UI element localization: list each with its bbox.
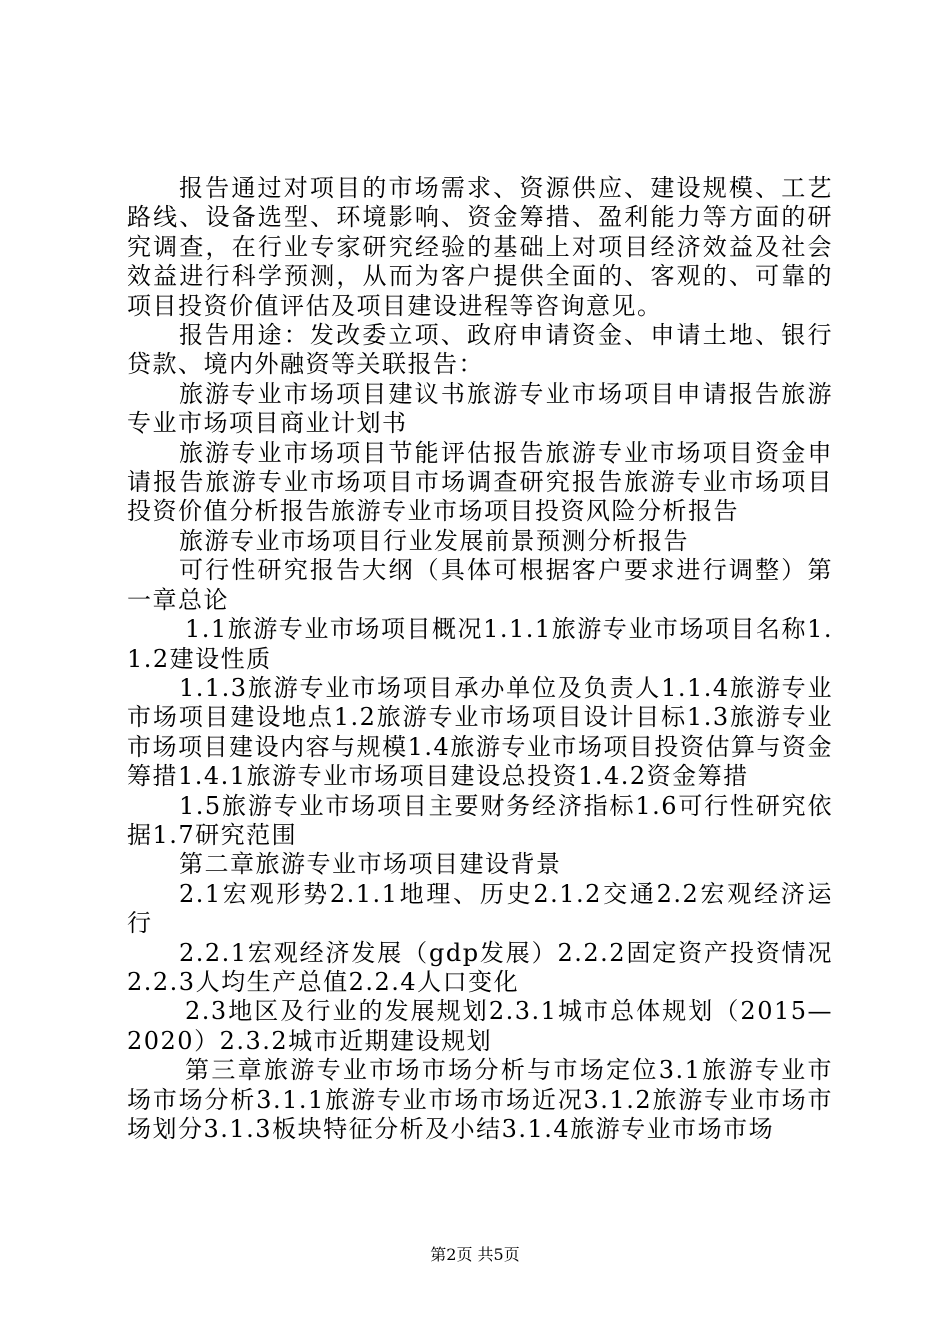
paragraph-section-1-1: 1.1旅游专业市场项目概况1.1.1旅游专业市场项目名称1.1.2建设性质 <box>127 615 833 673</box>
paragraph-report-types-1: 旅游专业市场项目建议书旅游专业市场项目申请报告旅游专业市场项目商业计划书 <box>127 379 833 438</box>
page-footer <box>0 1245 950 1265</box>
paragraph-chapter-2-title: 第二章旅游专业市场项目建设背景 <box>179 850 562 879</box>
paragraph-report-usage: 报告用途：发改委立项、政府申请资金、申请土地、银行贷款、境内外融资等关联报告： <box>127 321 833 379</box>
paragraph-report-types-2: 旅游专业市场项目节能评估报告旅游专业市场项目资金申请报告旅游专业市场项目市场调查研究报告旅游专业市场项目投资价值分析报告旅游专业市场项目投资风险分析报告 <box>127 438 833 526</box>
paragraph-section-2-1: 2.1宏观形势2.1.1地理、历史2.1.2交通2.2宏观经济运行 <box>127 879 833 938</box>
paragraph-section-2-3: 2.3地区及行业的发展规划2.3.1城市总体规划（2015—2020）2.3.2城市近期建设规划 <box>127 997 833 1055</box>
paragraph-section-2-2-1: 2.2.1宏观经济发展（gdp发展）2.2.2固定资产投资情况2.2.3人均生产总值2.2.4人口变化 <box>127 938 833 996</box>
document-body <box>127 174 833 1144</box>
paragraph-chapter-3: 第三章旅游专业市场市场分析与市场定位3.1旅游专业市场市场分析3.1.1旅游专业市场市场近况3.1.2旅游专业市场市场划分3.1.3板块特征分析及小结3.1.4旅游专业市场市场 <box>127 1056 833 1143</box>
paragraph-section-1-1-3: 1.1.3旅游专业市场项目承办单位及负责人1.1.4旅游专业市场项目建设地点1.2旅游专业市场项目设计目标1.3旅游专业市场项目建设内容与规模1.4旅游专业市场项目投资估算与资金筹措1.4.1旅游专业市场项目建设总投资1.4.2资金筹措 <box>127 673 833 791</box>
paragraph-report-overview: 报告通过对项目的市场需求、资源供应、建设规模、工艺路线、设备选型、环境影响、资金筹措、盈利能力等方面的研究调查，在行业专家研究经验的基础上对项目经济效益及社会效益进行科学预测，从而为客户提供全面的、客观的、可靠的项目投资价值评估及项目建设进程等咨询意见。 <box>127 174 833 320</box>
paragraph-outline-intro: 可行性研究报告大纲（具体可根据客户要求进行调整）第一章总论 <box>127 556 833 614</box>
paragraph-report-types-3: 旅游专业市场项目行业发展前景预测分析报告 <box>179 526 689 555</box>
page-number-indicator: 第2页 共5页 <box>430 1245 520 1264</box>
paragraph-section-1-5: 1.5旅游专业市场项目主要财务经济指标1.6可行性研究依据1.7研究范围 <box>127 791 833 849</box>
